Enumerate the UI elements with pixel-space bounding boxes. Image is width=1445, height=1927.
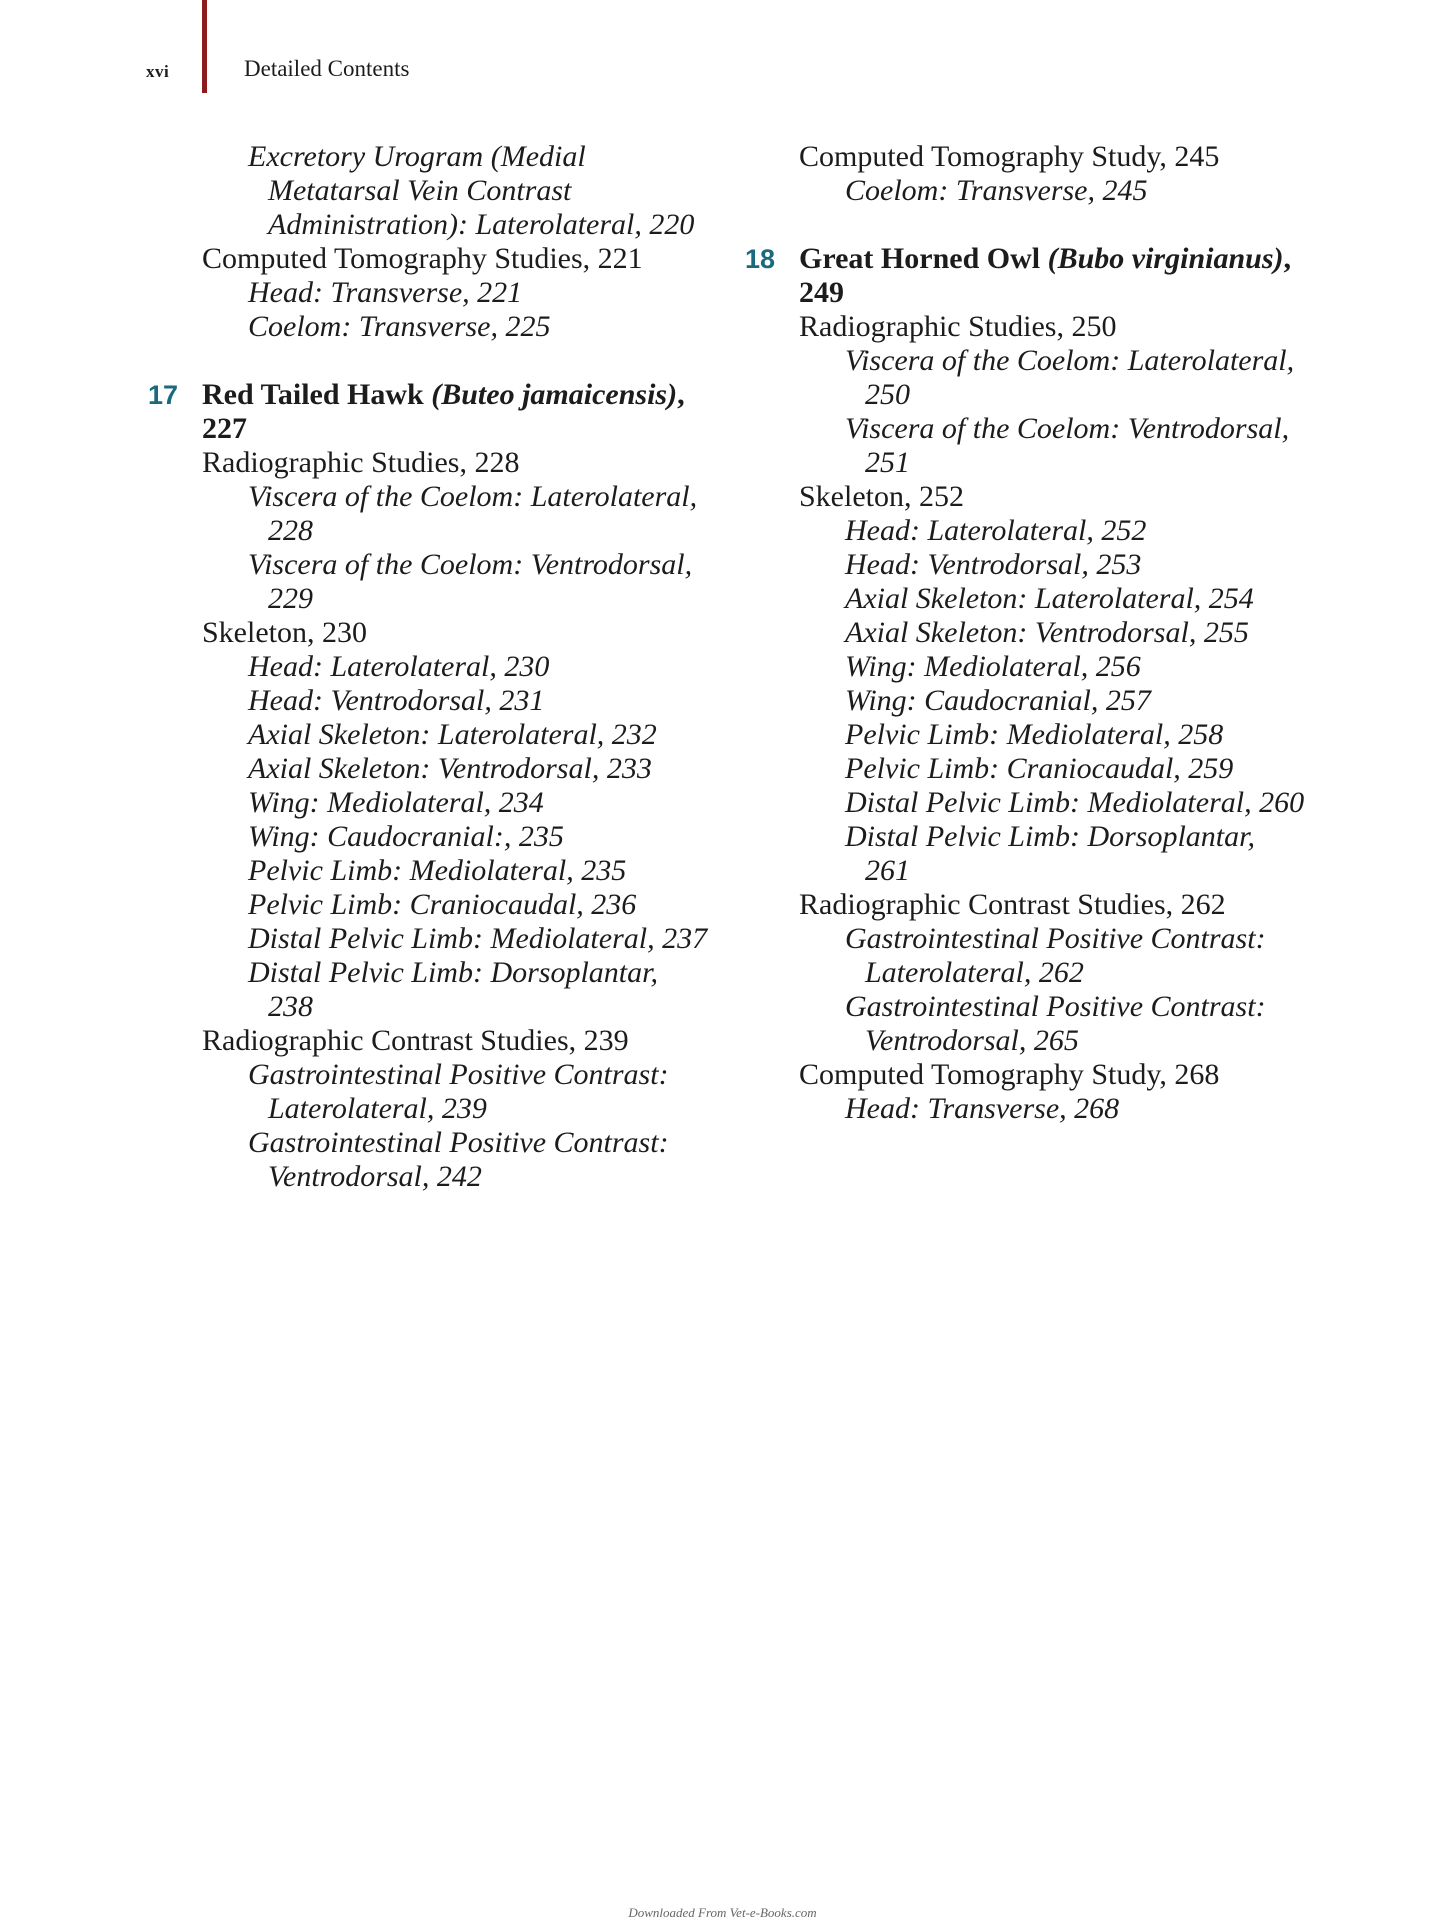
toc-section-entry: Skeleton, 230 xyxy=(202,616,367,649)
toc-section-entry: Computed Tomography Study, 268 xyxy=(799,1058,1220,1091)
chapter-title-name: Red Tailed Hawk xyxy=(202,378,432,411)
chapter-title-page: , 227 xyxy=(202,378,685,445)
running-head: Detailed Contents xyxy=(244,56,410,81)
toc-subsection-entry: Distal Pelvic Limb: Dorsoplantar, 261 xyxy=(845,820,1255,887)
toc-subsection-entry: Distal Pelvic Limb: Dorsoplantar, 238 xyxy=(248,956,658,1023)
toc-section-entry: Skeleton, 252 xyxy=(799,480,964,513)
toc-subsection-entry: Axial Skeleton: Ventrodorsal, 233 xyxy=(248,752,652,785)
toc-section-entry: Computed Tomography Study, 245 xyxy=(799,140,1220,173)
toc-subsection-entry: Distal Pelvic Limb: Mediolateral, 237 xyxy=(248,922,708,955)
toc-subsection-entry: Head: Transverse, 221 xyxy=(248,276,523,309)
toc-subsection-entry: Coelom: Transverse, 225 xyxy=(248,310,551,343)
chapter-title-species: (Buteo jamaicensis) xyxy=(431,378,678,411)
toc-subsection-entry: Viscera of the Coelom: Ventrodorsal, 251 xyxy=(845,412,1290,479)
chapter-number: 17 xyxy=(148,380,179,410)
toc-subsection-entry: Gastrointestinal Positive Contrast: Laterolateral, 239 xyxy=(248,1058,669,1125)
chapter-heading xyxy=(148,378,708,446)
left-column xyxy=(148,140,708,1194)
right-column xyxy=(745,140,1305,1126)
toc-subsection-entry: Head: Ventrodorsal, 231 xyxy=(248,684,545,717)
toc-subsection-entry: Axial Skeleton: Laterolateral, 232 xyxy=(248,718,657,751)
continuation-list xyxy=(745,140,1305,208)
chapter-entry-list xyxy=(148,446,708,1194)
toc-subsection-entry: Pelvic Limb: Craniocaudal, 236 xyxy=(248,888,637,921)
toc-subsection-entry: Pelvic Limb: Mediolateral, 258 xyxy=(845,718,1224,751)
toc-subsection-entry: Head: Ventrodorsal, 253 xyxy=(845,548,1142,581)
chapter-title xyxy=(202,378,685,445)
toc-subsection-entry: Head: Laterolateral, 252 xyxy=(845,514,1147,547)
toc-subsection-entry: Wing: Mediolateral, 256 xyxy=(845,650,1141,683)
toc-subsection-entry: Excretory Urogram (Medial Metatarsal Vein Contrast Administration): Laterolateral, 220 xyxy=(248,140,695,241)
toc-subsection-entry: Head: Laterolateral, 230 xyxy=(248,650,550,683)
toc-subsection-entry: Viscera of the Coelom: Laterolateral, 228 xyxy=(248,480,698,547)
toc-subsection-entry: Pelvic Limb: Mediolateral, 235 xyxy=(248,854,627,887)
toc-section-entry: Radiographic Studies, 228 xyxy=(202,446,520,479)
page-folio: xvi xyxy=(146,62,170,81)
continuation-list xyxy=(148,140,708,344)
toc-subsection-entry: Pelvic Limb: Craniocaudal, 259 xyxy=(845,752,1234,785)
toc-section-entry: Computed Tomography Studies, 221 xyxy=(202,242,643,275)
toc-section-entry: Radiographic Contrast Studies, 239 xyxy=(202,1024,629,1057)
toc-subsection-entry: Distal Pelvic Limb: Mediolateral, 260 xyxy=(845,786,1305,819)
toc-subsection-entry: Gastrointestinal Positive Contrast: Ventrodorsal, 242 xyxy=(248,1126,669,1193)
toc-subsection-entry: Viscera of the Coelom: Ventrodorsal, 229 xyxy=(248,548,693,615)
toc-subsection-entry: Wing: Caudocranial, 257 xyxy=(845,684,1151,717)
toc-section-entry: Radiographic Contrast Studies, 262 xyxy=(799,888,1226,921)
chapter-title-page: , 249 xyxy=(799,242,1291,309)
toc-subsection-entry: Gastrointestinal Positive Contrast: Laterolateral, 262 xyxy=(845,922,1266,989)
chapter-title xyxy=(799,242,1291,309)
chapter-heading xyxy=(745,242,1305,310)
chapter-entry-list xyxy=(745,310,1305,1126)
chapter-title-species: (Bubo virginianus) xyxy=(1047,242,1284,275)
toc-subsection-entry: Head: Transverse, 268 xyxy=(845,1092,1120,1125)
toc-subsection-entry: Wing: Mediolateral, 234 xyxy=(248,786,544,819)
toc-subsection-entry: Wing: Caudocranial:, 235 xyxy=(248,820,564,853)
header-rule xyxy=(202,0,207,93)
toc-subsection-entry: Axial Skeleton: Ventrodorsal, 255 xyxy=(845,616,1249,649)
toc-subsection-entry: Gastrointestinal Positive Contrast: Ventrodorsal, 265 xyxy=(845,990,1266,1057)
toc-subsection-entry: Axial Skeleton: Laterolateral, 254 xyxy=(845,582,1254,615)
toc-subsection-entry: Coelom: Transverse, 245 xyxy=(845,174,1148,207)
chapter-title-name: Great Horned Owl xyxy=(799,242,1048,275)
chapter-number: 18 xyxy=(745,244,776,274)
toc-section-entry: Radiographic Studies, 250 xyxy=(799,310,1117,343)
toc-subsection-entry: Viscera of the Coelom: Laterolateral, 250 xyxy=(845,344,1295,411)
download-footer: Downloaded From Vet-e-Books.com xyxy=(628,1905,817,1920)
